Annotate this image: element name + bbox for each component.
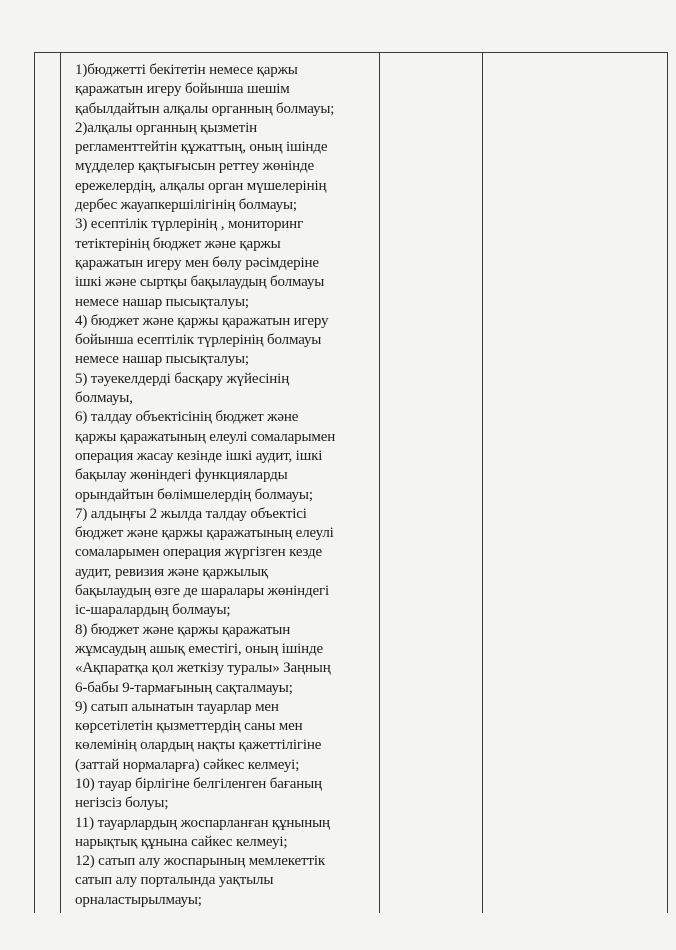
text-line: 1)бюджетті бекітетін немесе қаржы [75, 62, 298, 78]
text-line: 9) сатып алынатын тауарлар мен [75, 698, 279, 715]
text-line: немесе нашар пысықталуы; [75, 293, 249, 310]
text-line: мүдделер қақтығысын реттеу жөнінде [75, 158, 314, 175]
column-divider [482, 53, 483, 913]
text-line: бюджет және қаржы қаражатының елеулі [75, 525, 334, 542]
text-line: 2)алқалы органның қызметін [75, 119, 257, 136]
text-line: болмауы, [75, 390, 133, 407]
text-line: орындайтын бөлімшелердің болмауы; [75, 486, 313, 503]
text-line: қаражатын игеру бойынша шешім [75, 81, 290, 98]
text-line: 5) тәуекелдерді басқару жүйесінің [75, 370, 290, 387]
text-line: 8) бюджет және қаржы қаражатын [75, 621, 291, 638]
text-line: 10) тауар бірлігіне белгіленген бағаның [75, 775, 322, 792]
text-line: орналастырылмауы; [75, 891, 202, 908]
text-line: негізсіз болуы; [75, 795, 169, 812]
table [34, 52, 668, 913]
text-line: «Ақпаратқа қол жеткізу туралы» Заңның [75, 660, 331, 677]
text-line: сомаларымен операция жүргізген кезде [75, 544, 323, 561]
column-divider [60, 53, 61, 913]
text-line: ішкі және сыртқы бақылаудың болмауы [75, 274, 325, 291]
text-line: нарықтық құнына сайкес келмеуі; [75, 833, 288, 850]
text-line: қаражатын игеру мен бөлу рәсімдеріне [75, 254, 319, 271]
risk-factors-list [75, 61, 380, 910]
text-line: қаржы қаражатының елеулі сомаларымен [75, 428, 336, 445]
text-line: 12) сатып алу жоспарының мемлекеттік [75, 853, 325, 870]
text-line: көлемінің олардың нақты қажеттілігіне [75, 737, 322, 754]
text-line: 11) тауарлардың жоспарланған құнының [75, 814, 330, 831]
text-line: (заттай нормаларға) сәйкес келмеуі; [75, 756, 300, 773]
text-line: сатып алу порталында уақтылы [75, 872, 274, 889]
text-line: 6) талдау объектісінің бюджет және [75, 409, 299, 426]
text-line: іс-шаралардың болмауы; [75, 602, 231, 619]
text-line: бойынша есептілік түрлерінің болмауы [75, 332, 322, 349]
text-line: жұмсаудың ашық еместігі, оның ішінде [75, 640, 324, 657]
text-line: дербес жауапкершілігінің болмауы; [75, 197, 297, 214]
text-line: тетіктерінің бюджет және қаржы [75, 235, 281, 252]
text-line: бақылау жөніндегі функцияларды [75, 467, 288, 484]
text-line: 3) есептілік түрлерінің , мониторинг [75, 216, 304, 233]
text-line: қабылдайтын алқалы органның болмауы; [75, 100, 335, 117]
text-line: 7) алдыңғы 2 жылда талдау объектісі [75, 505, 307, 522]
text-line: бақылаудың өзге де шаралары жөніндегі [75, 583, 330, 600]
text-line: немесе нашар пысықталуы; [75, 351, 249, 368]
text-line: регламенттейтін құжаттың, оның ішінде [75, 139, 328, 156]
text-line: аудит, ревизия және қаржылық [75, 563, 268, 580]
text-line: 4) бюджет және қаржы қаражатын игеру [75, 312, 329, 329]
text-line: операция жасау кезінде ішкі аудит, ішкі [75, 447, 323, 464]
text-line: 6-бабы 9-тармағының сақталмауы; [75, 679, 293, 696]
text-line: көрсетілетін қызметтердің саны мен [75, 718, 303, 735]
text-line: ережелердің, алқалы орган мүшелерінің [75, 177, 327, 194]
